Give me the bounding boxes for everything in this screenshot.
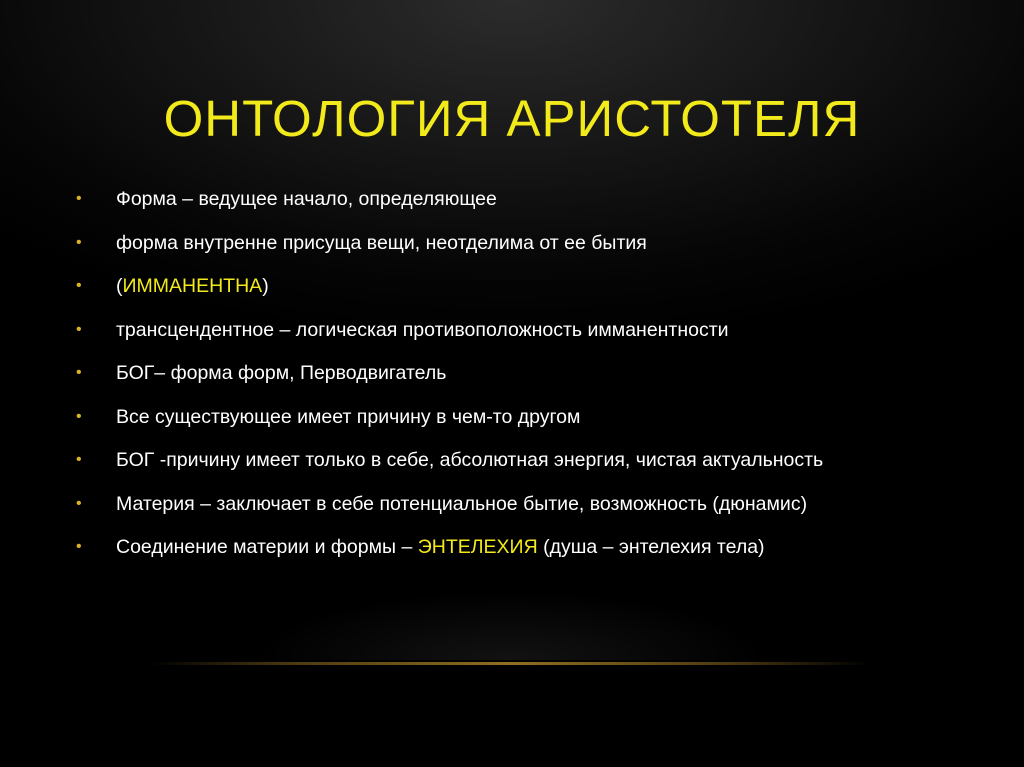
bullet-item	[76, 445, 996, 489]
bullet-marker: •	[76, 364, 82, 381]
slide-title: ОНТОЛОГИЯ АРИСТОТЕЛЯ	[163, 90, 861, 147]
bullet-text: Форма – ведущее начало, определяющее	[116, 188, 497, 210]
bullet-text: Все существующее имеет причину в чем-то другом	[116, 405, 581, 428]
bullet-item	[76, 271, 996, 315]
bullet-marker: •	[76, 451, 82, 468]
bullet-list	[76, 184, 996, 576]
background-glow	[250, 590, 770, 660]
bullet-text-suffix: )	[262, 275, 269, 297]
highlighted-term: ЭНТЕЛЕХИЯ	[417, 536, 538, 558]
bullet-text: БОГ -причину имеет только в себе, абсолютная энергия, чистая актуальность	[116, 449, 824, 471]
bullet-marker: •	[76, 494, 82, 512]
bullet-text: трансцендентное – логическая противоположность имманентности	[116, 318, 729, 341]
bullet-text: форма внутренне присуща вещи, неотделима от ее бытия	[116, 231, 647, 254]
bullet-text-prefix: (	[116, 275, 123, 297]
bullet-text: БОГ– форма форм, Перводвигатель	[116, 362, 447, 384]
highlighted-term: ИММАНЕНТНА	[122, 275, 263, 297]
bullet-marker: •	[76, 538, 82, 555]
decorative-divider	[150, 662, 870, 665]
bullet-marker: •	[76, 320, 82, 338]
bullet-marker: •	[76, 407, 82, 425]
bullet-item	[76, 489, 996, 533]
bullet-item	[76, 184, 996, 228]
bullet-item	[76, 358, 996, 402]
bullet-text-prefix: Соединение материи и формы –	[116, 536, 418, 558]
bullet-text: Материя – заключает в себе потенциальное бытие, возможность (дюнамис)	[116, 492, 808, 515]
bullet-marker: •	[76, 277, 82, 294]
bullet-item	[76, 402, 996, 446]
bullet-item	[76, 532, 996, 576]
bullet-text-suffix: (душа – энтелехия тела)	[537, 536, 765, 558]
bullet-item	[76, 315, 996, 359]
bullet-item	[76, 228, 996, 272]
bullet-marker: •	[76, 233, 82, 251]
bullet-marker: •	[76, 190, 82, 207]
